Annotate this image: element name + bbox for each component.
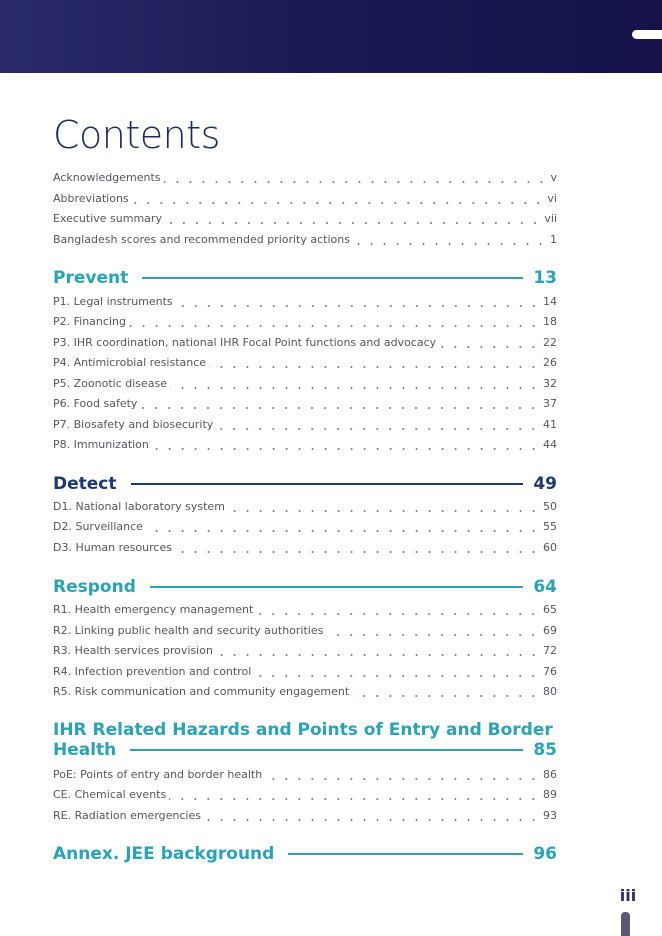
toc-entry-page: 93 bbox=[543, 809, 557, 822]
dot-leader bbox=[204, 815, 540, 823]
section-title: Respond bbox=[53, 577, 136, 597]
toc-entry-page: 37 bbox=[543, 397, 557, 410]
toc-entry-d3[interactable] bbox=[53, 541, 557, 555]
toc-entry-page: 26 bbox=[543, 356, 557, 369]
toc-entry-page: 32 bbox=[543, 377, 557, 390]
toc-entry-page: 41 bbox=[543, 418, 557, 431]
toc-entry-label: P3. IHR coordination, national IHR Focal Point functions and advocacy bbox=[53, 336, 437, 349]
toc-entry-p4[interactable] bbox=[53, 356, 557, 370]
dot-leader bbox=[164, 177, 548, 185]
toc-entry-label: PoE: Points of entry and border health bbox=[53, 768, 263, 781]
dot-leader bbox=[216, 424, 540, 432]
toc-entry-page: 80 bbox=[543, 685, 557, 698]
toc-entry-r2[interactable] bbox=[53, 624, 557, 638]
toc-entry-label: R1. Health emergency management bbox=[53, 603, 254, 616]
dot-leader bbox=[175, 547, 540, 555]
toc-entry-page: vi bbox=[547, 192, 557, 205]
page-title: Contents bbox=[53, 113, 220, 157]
toc-entry-re[interactable] bbox=[53, 809, 557, 823]
toc-entry-label: D3. Human resources bbox=[53, 541, 172, 554]
dot-leader bbox=[140, 403, 540, 411]
toc-entry-p3[interactable] bbox=[53, 336, 557, 350]
toc-entry-label: P8. Immunization bbox=[53, 438, 149, 451]
dot-leader bbox=[209, 362, 540, 370]
dot-leader bbox=[169, 794, 540, 802]
toc-entry-page: vii bbox=[544, 212, 557, 225]
toc-entry-label: P4. Antimicrobial resistance bbox=[53, 356, 207, 369]
dot-leader bbox=[254, 671, 540, 679]
section-page: 49 bbox=[533, 474, 557, 494]
toc-entry-page: 86 bbox=[543, 768, 557, 781]
dot-leader bbox=[353, 239, 547, 247]
toc-entry-r1[interactable] bbox=[53, 603, 557, 617]
dot-leader bbox=[326, 630, 540, 638]
section-rule bbox=[130, 749, 523, 751]
toc-entry-page: 89 bbox=[543, 788, 557, 801]
toc-entry-label: Executive summary bbox=[53, 212, 162, 225]
section-title-line1: IHR Related Hazards and Points of Entry and Border bbox=[53, 720, 553, 740]
toc-entry-label: P5. Zoonotic disease bbox=[53, 377, 168, 390]
banner-tab-marker bbox=[632, 30, 662, 39]
toc-entry-poe[interactable] bbox=[53, 768, 557, 782]
toc-entry-p1[interactable] bbox=[53, 295, 557, 309]
toc-entry-page: 72 bbox=[543, 644, 557, 657]
section-title: Prevent bbox=[53, 268, 129, 288]
toc-entry-ce[interactable] bbox=[53, 788, 557, 802]
section-rule bbox=[142, 277, 523, 279]
toc-entry-page: 18 bbox=[543, 315, 557, 328]
dot-leader bbox=[152, 444, 540, 452]
toc-entry-label: R5. Risk communication and community engagement bbox=[53, 685, 350, 698]
toc-entry-page: 44 bbox=[543, 438, 557, 451]
toc-entry-page: 14 bbox=[543, 295, 557, 308]
dot-leader bbox=[256, 609, 540, 617]
section-page: 96 bbox=[533, 844, 557, 864]
section-page: 85 bbox=[533, 740, 557, 760]
toc-entry-p2[interactable] bbox=[53, 315, 557, 329]
section-page: 13 bbox=[533, 268, 557, 288]
dot-leader bbox=[170, 383, 540, 391]
toc-entry-page: v bbox=[550, 171, 557, 184]
section-heading-detect[interactable] bbox=[53, 474, 557, 494]
section-rule bbox=[131, 483, 524, 485]
toc-entry-p8[interactable] bbox=[53, 438, 557, 452]
toc-entry-page: 65 bbox=[543, 603, 557, 616]
toc-entry-label: R4. Infection prevention and control bbox=[53, 665, 252, 678]
toc-entry-r4[interactable] bbox=[53, 665, 557, 679]
toc-entry-page: 69 bbox=[543, 624, 557, 637]
toc-entry-p7[interactable] bbox=[53, 418, 557, 432]
dot-leader bbox=[129, 321, 540, 329]
toc-entry-p6[interactable] bbox=[53, 397, 557, 411]
toc-entry-bangladesh-scores[interactable] bbox=[53, 233, 557, 247]
toc-entry-acknowledgements[interactable] bbox=[53, 171, 557, 185]
toc-entry-label: RE. Radiation emergencies bbox=[53, 809, 201, 822]
toc-entry-label: D2. Surveillance bbox=[53, 520, 143, 533]
section-title: Detect bbox=[53, 474, 117, 494]
toc-entry-page: 60 bbox=[543, 541, 557, 554]
section-heading-respond[interactable] bbox=[53, 577, 557, 597]
dot-leader bbox=[146, 526, 540, 534]
dot-leader bbox=[352, 691, 540, 699]
section-title: Annex. JEE background bbox=[53, 844, 275, 864]
toc-entry-r3[interactable] bbox=[53, 644, 557, 658]
toc-entry-d1[interactable] bbox=[53, 500, 557, 514]
page-tab-marker bbox=[621, 912, 630, 936]
page-number: iii bbox=[619, 886, 637, 905]
dot-leader bbox=[165, 218, 541, 226]
dot-leader bbox=[176, 301, 540, 309]
dot-leader bbox=[132, 198, 545, 206]
toc-entry-label: R2. Linking public health and security authorities bbox=[53, 624, 324, 637]
toc-entry-label: CE. Chemical events bbox=[53, 788, 167, 801]
section-title-line2: Health bbox=[53, 740, 117, 760]
dot-leader bbox=[216, 650, 540, 658]
section-heading-prevent[interactable] bbox=[53, 268, 557, 288]
toc-entry-abbreviations[interactable] bbox=[53, 192, 557, 206]
toc-entry-label: P7. Biosafety and biosecurity bbox=[53, 418, 214, 431]
toc-entry-label: P6. Food safety bbox=[53, 397, 138, 410]
section-heading-annex[interactable] bbox=[53, 844, 557, 864]
toc-entry-r5[interactable] bbox=[53, 685, 557, 699]
section-rule bbox=[150, 586, 523, 588]
dot-leader bbox=[439, 342, 540, 350]
dot-leader bbox=[265, 774, 540, 782]
toc-entry-page: 1 bbox=[550, 233, 557, 246]
header-banner bbox=[0, 0, 662, 73]
section-heading-ihr-hazards[interactable] bbox=[53, 720, 557, 760]
toc-entry-label: D1. National laboratory system bbox=[53, 500, 225, 513]
toc-entry-executive-summary[interactable] bbox=[53, 212, 557, 226]
toc-entry-label: P1. Legal instruments bbox=[53, 295, 173, 308]
toc-entry-label: P2. Financing bbox=[53, 315, 126, 328]
toc-entry-d2[interactable] bbox=[53, 520, 557, 534]
toc-entry-page: 76 bbox=[543, 665, 557, 678]
toc-entry-p5[interactable] bbox=[53, 377, 557, 391]
dot-leader bbox=[228, 506, 540, 514]
toc-entry-label: Acknowledgements bbox=[53, 171, 161, 184]
toc-entry-page: 22 bbox=[543, 336, 557, 349]
toc-entry-label: R3. Health services provision bbox=[53, 644, 213, 657]
toc-entry-page: 50 bbox=[543, 500, 557, 513]
toc-entry-page: 55 bbox=[543, 520, 557, 533]
toc-entry-label: Abbreviations bbox=[53, 192, 129, 205]
section-rule bbox=[288, 853, 523, 855]
section-page: 64 bbox=[533, 577, 557, 597]
toc-entry-label: Bangladesh scores and recommended priority actions bbox=[53, 233, 350, 246]
